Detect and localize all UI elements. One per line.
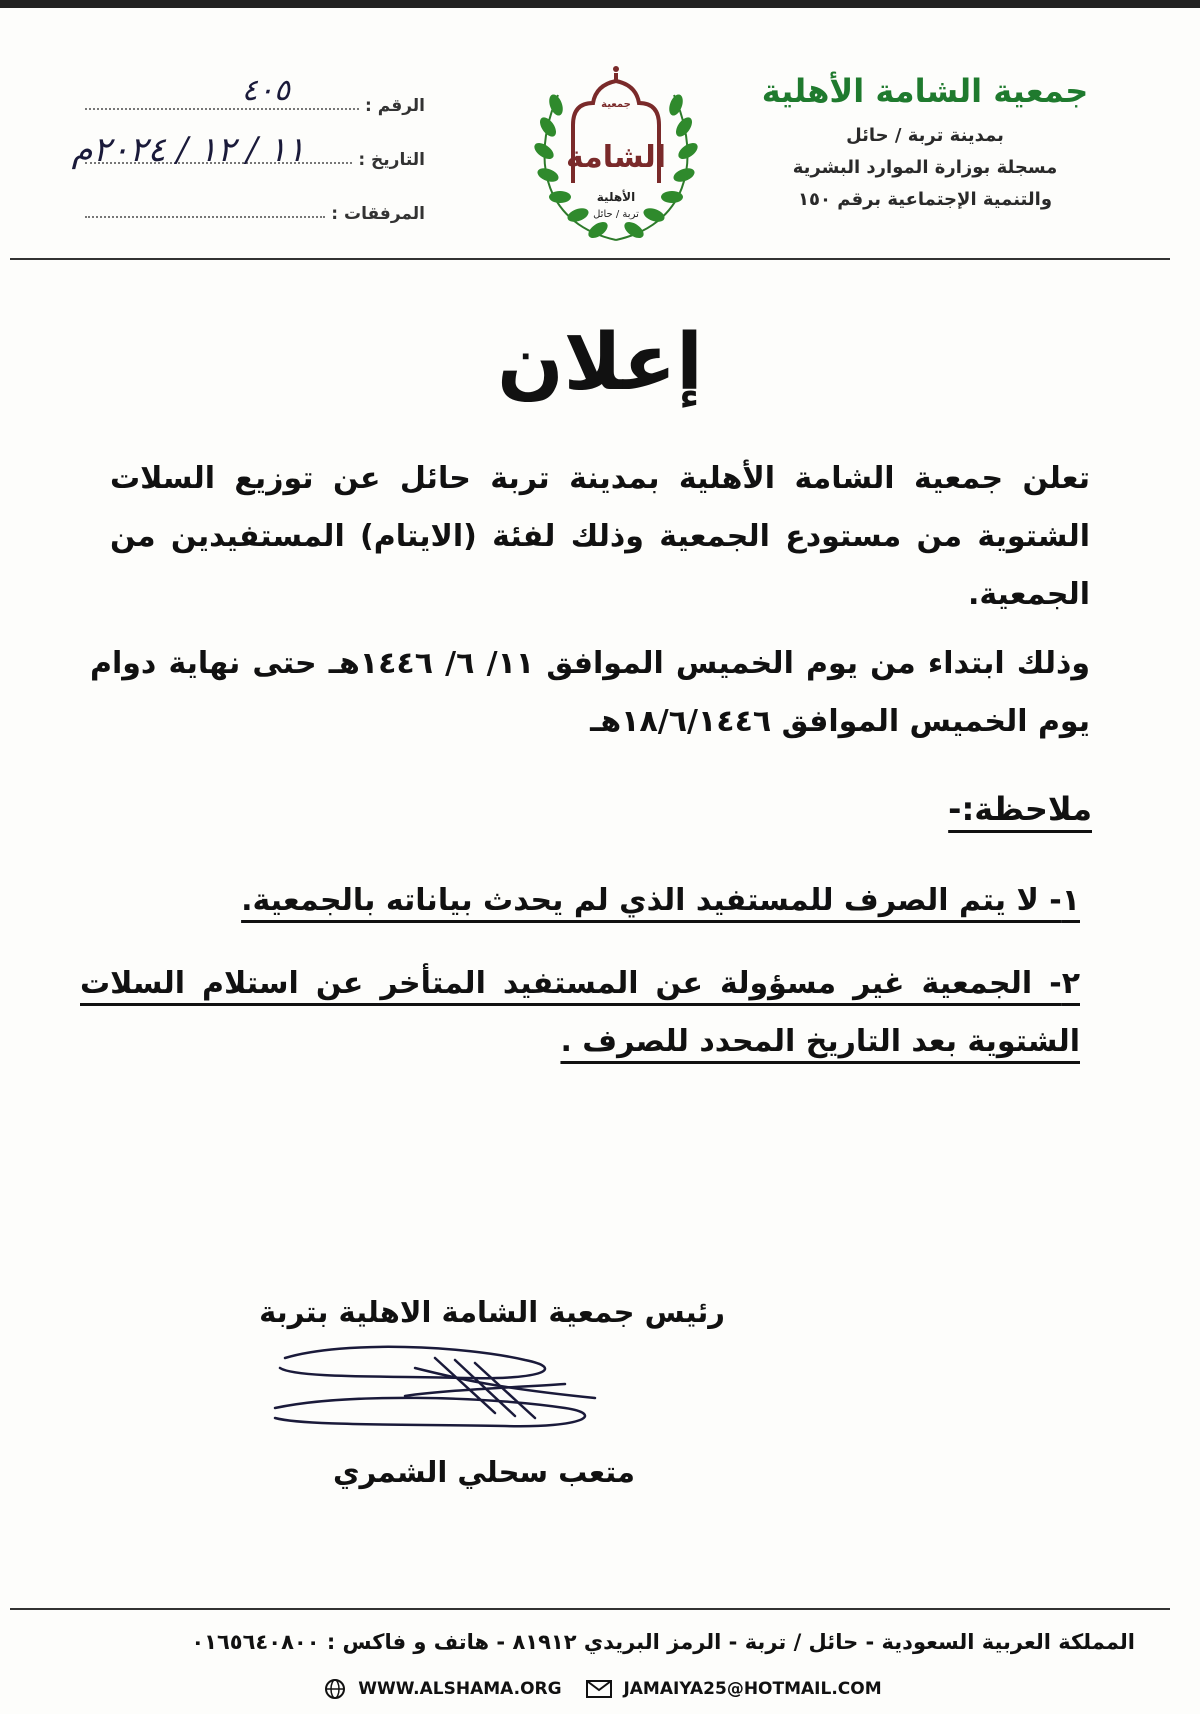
signatory-name: متعب سحلي الشمري bbox=[332, 1455, 635, 1489]
logo-main-text: الشامة bbox=[565, 140, 667, 175]
organization-header bbox=[745, 72, 1105, 220]
logo-top-text: جمعية bbox=[601, 99, 631, 110]
ref-date-value: ١١ / ١٢ / ٢٠٢٤م bbox=[71, 130, 305, 170]
ref-attachments-row bbox=[85, 176, 425, 230]
organization-registration-line2: والتنمية الإجتماعية برقم ١٥٠ bbox=[797, 189, 1053, 210]
envelope-icon bbox=[586, 1680, 612, 1698]
announcement-paragraph-1: تعلن جمعية الشامة الأهلية بمدينة تربة حائل عن توزيع السلات الشتوية من مستودع الجمعية وذلك لفئة (الايتام) المستفيدين من الجمعية. bbox=[110, 461, 1090, 612]
organization-city: بمدينة تربة / حائل bbox=[846, 125, 1004, 146]
footer-website[interactable]: WWW.ALSHAMA.ORG bbox=[358, 1679, 562, 1699]
dotted-line bbox=[85, 215, 325, 218]
ref-date-label: التاريخ : bbox=[358, 150, 425, 170]
top-edge-bar bbox=[0, 0, 1200, 8]
footer-divider bbox=[10, 1608, 1170, 1610]
note-item-2: ٢- الجمعية غير مسؤولة عن المستفيد المتأخر عن استلام السلات الشتوية بعد التاريخ المحدد للصرف . bbox=[80, 966, 1080, 1059]
organization-registration-line1: مسجلة بوزارة الموارد البشرية bbox=[792, 157, 1058, 178]
dotted-line bbox=[85, 107, 359, 110]
ref-attachments-label: المرفقات : bbox=[331, 204, 425, 224]
reference-fields bbox=[71, 68, 425, 230]
header-divider bbox=[10, 258, 1170, 260]
signatory-title: رئيس جمعية الشامة الاهلية بتربة bbox=[259, 1295, 725, 1329]
globe-icon bbox=[324, 1678, 346, 1700]
ref-date-row bbox=[71, 122, 425, 176]
ref-number-row bbox=[85, 68, 425, 122]
announcement-paragraph-2: وذلك ابتداء من يوم الخميس الموافق ١١/ ٦/ ١٤٤٦هـ حتى نهاية دوام يوم الخميس الموافق ١٨/٦/١٤٤٦هـ bbox=[90, 646, 1091, 739]
organization-logo bbox=[518, 55, 714, 251]
footer-contact bbox=[0, 1678, 1200, 1700]
footer-email[interactable]: JAMAIYA25@HOTMAIL.COM bbox=[623, 1679, 882, 1699]
logo-place-text: تربة / حائل bbox=[593, 209, 639, 220]
handwritten-signature bbox=[265, 1338, 645, 1438]
notes-heading: ملاحظة:- bbox=[948, 790, 1092, 828]
organization-name: جمعية الشامة الأهلية bbox=[761, 72, 1089, 110]
footer-address: المملكة العربية السعودية - حائل / تربة - الرمز البريدي ٨١٩١٢ - هاتف و فاكس : ٠١٦٥٦٤٠٨٠٠ bbox=[191, 1630, 1135, 1654]
note-item-1: ١- لا يتم الصرف للمستفيد الذي لم يحدث بياناته بالجمعية. bbox=[241, 883, 1080, 918]
logo-sub-text: الأهلية bbox=[596, 190, 636, 204]
announcement-title: إعلان bbox=[497, 318, 703, 408]
ref-number-value: ٤٠٥ bbox=[241, 73, 290, 108]
ref-number-label: الرقم : bbox=[365, 96, 425, 116]
